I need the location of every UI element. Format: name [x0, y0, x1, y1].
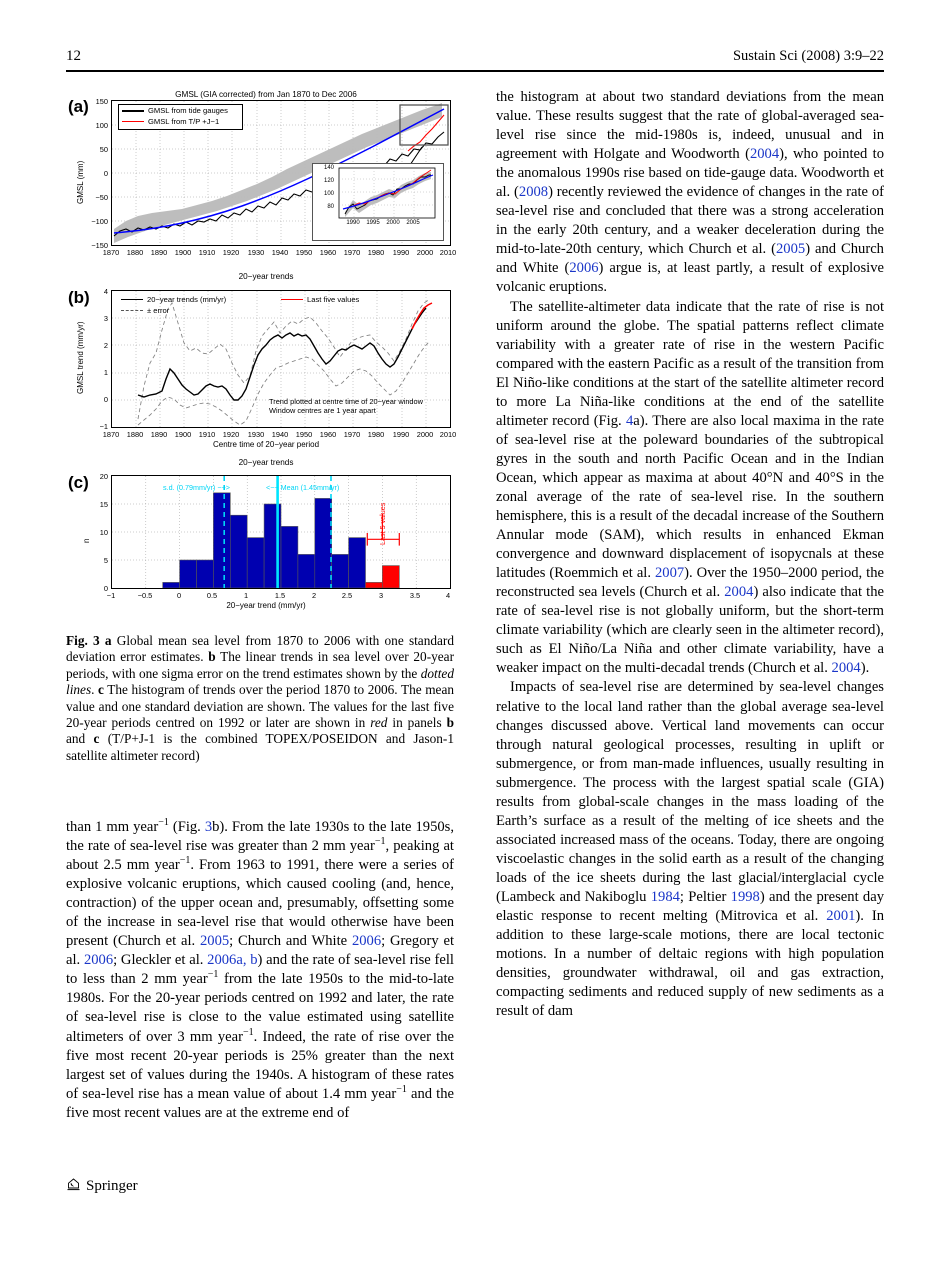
panel-a — [66, 88, 458, 278]
panel-b-ytick-0: 4 — [103, 287, 108, 296]
panel-a-xtick-1: 1880 — [126, 248, 144, 257]
figure-3 — [66, 88, 458, 623]
panel-a-ylabel: GMSL (mm) — [76, 160, 85, 204]
tide-gauge-line-swatch — [122, 110, 144, 112]
journal-reference: Sustain Sci (2008) 3:9–22 — [732, 48, 884, 64]
panel-b-xtick-7: 1940 — [271, 430, 289, 439]
panel-b-legend-row-2 — [278, 294, 428, 305]
panel-c-xtick-7: 2.5 — [341, 591, 353, 600]
panel-c-xlabel: 20−year trend (mm/yr) — [226, 601, 306, 610]
error-line-swatch — [121, 310, 143, 311]
panel-a-inset-ytick-0: 140 — [323, 165, 334, 171]
citation-fig4[interactable]: 4 — [625, 412, 634, 429]
panel-b-legend — [118, 294, 438, 319]
panel-b-xtick-14: 2010 — [439, 430, 457, 439]
citation-church-2004[interactable]: 2004 — [724, 584, 754, 601]
panel-a-xtick-12: 1990 — [392, 248, 410, 257]
panel-b-title: 20−year trends — [238, 272, 294, 281]
panel-b-xtick-12: 1990 — [392, 430, 410, 439]
panel-a-xtick-10: 1970 — [343, 248, 361, 257]
panel-c-plot — [111, 475, 451, 589]
panel-a-legend-label-0: GMSL from tide gauges — [148, 106, 228, 115]
panel-b-xtick-8: 1950 — [295, 430, 313, 439]
panel-a-xtick-14: 2010 — [439, 248, 457, 257]
panel-b-xtick-13: 2000 — [416, 430, 434, 439]
panel-c-label: (c) — [68, 473, 89, 492]
page-number: 12 — [66, 48, 81, 64]
panel-c-ytick-2: 10 — [99, 528, 108, 537]
panel-c-xtick-3: 0.5 — [206, 591, 218, 600]
panel-b-xtick-11: 1980 — [367, 430, 385, 439]
panel-b-xtick-6: 1930 — [247, 430, 265, 439]
panel-a-inset-ytick-2: 100 — [323, 191, 334, 197]
panel-a-title: GMSL (GIA corrected) from Jan 1870 to Dec 2006 — [175, 90, 357, 99]
panel-c-ytick-4: 0 — [103, 584, 108, 593]
citation-church-white-2006-b[interactable]: 2006 — [569, 260, 599, 277]
panel-b-ytick-2: 2 — [103, 341, 108, 350]
left-column — [66, 818, 454, 1123]
panel-a-inset-svg — [313, 164, 442, 239]
panel-a-inset-xtick-3: 2005 — [406, 220, 420, 226]
panel-a-xtick-0: 1870 — [102, 248, 120, 257]
footer — [66, 1177, 138, 1195]
panel-b-xtick-9: 1960 — [319, 430, 337, 439]
panel-b-xtick-0: 1870 — [102, 430, 120, 439]
panel-c — [66, 451, 458, 626]
citation-peltier-1998[interactable]: 1998 — [730, 888, 760, 905]
panel-c-xtick-6: 2 — [311, 591, 317, 600]
panel-c-ytick-3: 5 — [103, 556, 108, 565]
panel-a-xtick-7: 1940 — [271, 248, 289, 257]
panel-b-xtick-5: 1920 — [222, 430, 240, 439]
panel-b-legend-label-2: Last five values — [307, 295, 360, 304]
citation-church-2005-b[interactable]: 2005 — [776, 241, 806, 258]
panel-b-annotation-1: Window centres are 1 year apart — [269, 406, 376, 415]
altimeter-line-swatch — [122, 121, 144, 122]
panel-c-last5-annotation: Last 5 values — [378, 502, 387, 545]
publisher-name: Springer — [86, 1178, 138, 1194]
panel-a-xtick-13: 2000 — [416, 248, 434, 257]
header-rule — [66, 70, 884, 72]
panel-a-inset — [312, 163, 444, 241]
figure-caption: Fig. 3 a Global mean sea level from 1870 to 2006 with one standard deviation error estimates. b The linear trends in sea level over 20-year periods, with one sigma error on the trend estimates shown by the dotted lines. c The histogram of trends over the period 1870 to 2006. The mean value and one standard deviation are shown. The values for the last five 20-year periods centred on 1992 or later are shown in red in panels b and c (T/P+J-1 is the combined TOPEX/POSEIDON and Jason-1 satellite altimeter record) — [66, 633, 455, 763]
panel-a-legend-row-1 — [119, 116, 242, 127]
panel-c-xtick-2: 0 — [176, 591, 182, 600]
panel-a-ytick-1: 100 — [95, 121, 108, 130]
panel-b — [66, 266, 458, 471]
panel-a-legend-label-1: GMSL from T/P +J−1 — [148, 117, 220, 126]
panel-c-xtick-4: 1 — [243, 591, 249, 600]
left-paragraph-1: than 1 mm year$^{-1}$ (Fig. 3b). From the late 1930s to the late 1950s, the rate of sea-level rise was greater than 2 mm year$^{-1}$, peaking at about 2.5 mm year$^{-1}$. From 1963 to 1991, there were a series of explosive volcanic eruptions, which caused cooling (and, hence, contraction) of the upper ocean and, presumably, offsetting some of the increase in sea-level rise that would otherwise have been present (Church et al. 2005; Church and White 2006; Gregory et al. 2006; Gleckler et al. 2006a, b) and the rate of sea-level rise fell to less than 2 mm year$^{-1}$ from the late 1950s to the mid-to-late 1980s. For the 20-year periods centred on 1992 and later, the rate of sea-level rise is close to the value estimated using satellite altimeters of over 3 mm year$^{-1}$. Indeed, the rate of rise over the five most recent 20-year periods is 25% greater than the next largest set of values during the 1940s. A histogram of these rates of sea-level rise has a mean value of about 1.4 mm year$^{-1}$ and the five most recent values are at the extreme end of — [66, 817, 455, 1121]
right-column — [496, 88, 884, 1021]
panel-a-ytick-0: 150 — [95, 97, 108, 106]
panel-c-title: 20−year trends — [238, 458, 294, 467]
panel-a-ytick-4: −50 — [95, 193, 108, 202]
citation-roemmich-2007[interactable]: 2007 — [654, 565, 685, 582]
panel-a-xtick-3: 1900 — [174, 248, 192, 257]
trend-line-swatch — [121, 299, 143, 300]
panel-a-xtick-9: 1960 — [319, 248, 337, 257]
panel-a-xtick-2: 1890 — [150, 248, 168, 257]
panel-b-legend-label-1: ± error — [147, 306, 170, 315]
panel-a-ytick-5: −100 — [91, 217, 108, 226]
panel-b-legend-row-0 — [118, 294, 278, 305]
panel-c-xtick-10: 4 — [445, 591, 451, 600]
citation-church-2005[interactable]: 2005 — [199, 933, 230, 950]
last-five-line-swatch — [281, 299, 303, 300]
panel-a-inset-xtick-0: 1990 — [346, 220, 360, 226]
panel-b-xtick-3: 1900 — [174, 430, 192, 439]
panel-b-xtick-4: 1910 — [198, 430, 216, 439]
panel-c-ytick-1: 15 — [99, 500, 108, 509]
panel-b-ytick-3: 1 — [103, 368, 108, 377]
panel-b-xtick-1: 1880 — [126, 430, 144, 439]
panel-a-xtick-6: 1930 — [247, 248, 265, 257]
panel-a-inset-ytick-3: 80 — [327, 204, 334, 210]
panel-c-svg — [112, 476, 450, 588]
panel-a-inset-xtick-2: 2000 — [386, 220, 400, 226]
citation-gleckler-2006[interactable]: 2006a, b — [207, 952, 258, 969]
panel-c-xtick-0: −1 — [106, 591, 116, 600]
panel-a-xtick-5: 1920 — [222, 248, 240, 257]
panel-a-xtick-11: 1980 — [367, 248, 385, 257]
panel-c-xtick-5: 1.5 — [274, 591, 286, 600]
panel-c-ylabel: n — [82, 538, 91, 543]
panel-b-xtick-2: 1890 — [150, 430, 168, 439]
panel-c-sd-annotation: s.d. (0.79mm/yr) −−> — [163, 483, 230, 492]
panel-b-xlabel: Centre time of 20−year period — [212, 440, 320, 449]
panel-b-xtick-10: 1970 — [343, 430, 361, 439]
running-head — [66, 48, 884, 65]
panel-a-xtick-8: 1950 — [295, 248, 313, 257]
panel-b-label: (b) — [68, 288, 90, 307]
panel-c-xtick-9: 3.5 — [409, 591, 421, 600]
panel-a-inset-xtick-1: 1995 — [366, 220, 380, 226]
panel-c-xtick-8: 3 — [378, 591, 384, 600]
panel-c-ytick-0: 20 — [99, 472, 108, 481]
figure-caption-prefix: Fig. 3 — [66, 633, 100, 648]
citation-fig3[interactable]: 3 — [204, 819, 213, 835]
citation-gregory-2006[interactable]: 2006 — [83, 952, 114, 969]
panel-a-xtick-4: 1910 — [198, 248, 216, 257]
right-paragraph-1: the histogram at about two standard deviations from the mean value. These results suggest that the rate of global-averaged sea-level rise since the mid-1980s is, indeed, unusual and in agreement with Holgate and Woodworth (2004), who pointed to the anomalous 1990s rise based on tide-gauge data. Woodworth et al. (2008) recently reviewed the evidence of changes in the rate of sea-level rise and concluded that there was a strong acceleration in the early 20th century, and a weaker deceleration during the mid-to-late-20th century, which Church et al. (2005) and Church and White (2006) argue is, at least partly, a result of explosive volcanic eruptions. — [496, 89, 884, 296]
panel-a-label: (a) — [68, 97, 89, 116]
citation-woodworth-2008[interactable]: 2008 — [518, 184, 549, 201]
right-paragraph-3: Impacts of sea-level rise are determined by sea-level changes relative to the local land rather than the global average sea-level changes discussed above. Vertical land movements can occur through natural geological processes, resulting in uplift or submergence, or from man-made influences, usually resulting in submergence. The process with the largest spatial scale (GIA) results from global-scale changes in the mass loading of the Earth’s surface as a result of the melting of ice sheets and the associated increased mass of the oceans. Today, there are ongoing viscoelastic changes in the solid earth as a result of the changing loads of the ice sheets during the last glacial/interglacial cycle (Lambeck and Nakiboglu 1984; Peltier 1998) and the present day elastic response to recent melting (Mitrovica et al. 2001). In addition to these large-scale motions, there are local tectonic motions. In a number of deltaic regions with high population densities, groundwater withdrawal, oil and gas extraction, compacting sediments and reduced supply of new sediments as a result of dam — [496, 679, 884, 1020]
panel-b-ylabel: GMSL trend (mm/yr) — [76, 321, 85, 394]
citation-church-2004-b[interactable]: 2004 — [831, 660, 861, 677]
panel-b-legend-label-0: 20−year trends (mm/yr) — [147, 295, 227, 304]
panel-a-ytick-2: 50 — [99, 145, 108, 154]
panel-b-ytick-4: 0 — [103, 395, 108, 404]
panel-a-ytick-3: 0 — [103, 169, 108, 178]
citation-church-white-2006[interactable]: 2006 — [351, 933, 382, 950]
panel-a-inset-ytick-1: 120 — [323, 178, 334, 184]
citation-mitrovica-2001[interactable]: 2001 — [826, 908, 856, 925]
panel-b-legend-row-1 — [118, 305, 278, 316]
citation-lambeck-1984[interactable]: 1984 — [650, 888, 680, 905]
panel-a-legend-row-0 — [119, 105, 242, 116]
panel-c-xtick-1: −0.5 — [137, 591, 153, 600]
panel-b-annotation-0: Trend plotted at centre time of 20−year window — [269, 397, 423, 406]
panel-c-mean-annotation: <−− Mean (1.45mm/yr) — [266, 483, 340, 492]
citation-holgate-2004[interactable]: 2004 — [749, 146, 780, 163]
panel-a-legend — [118, 104, 243, 130]
springer-logo-icon — [66, 1177, 81, 1192]
panel-b-ytick-5: −1 — [99, 422, 108, 431]
right-paragraph-2: The satellite-altimeter data indicate that the rate of rise is not uniform around the globe. The spatial patterns reflect climate variability with a greater rate of rise in the western Pacific compared with the eastern Pacific as a result of the transition from El Niño-like conditions at the start of the satellite altimeter record to more La Niña-like conditions at the end of the satellite altimeter record (Fig. 4a). There are also local maxima in the rate of sea-level rise at the poleward boundaries of the subtropical gyres in the south and north Pacific Ocean and in the Indian Ocean, which appear as maxima at about 40°N and 40°S in the zonal average of the rate of sea-level rise. In the southern hemisphere, this is a result of the decadal increase of the Southern Annular mode (SAM), which results in enhanced Ekman convergence and downward displacement of isopycnals at these latitudes (Roemmich et al. 2007). Over the 1950–2000 period, the reconstructed sea levels (Church et al. 2004) also indicate that the rate of sea-level rise is not globally uniform, but the short-term climate variability (which are clearly seen in the altimeter record), such as El Niño/La Niña and other climate variability, have a weaker impact on the multi-decadal trends (Church et al. 2004). — [496, 298, 885, 677]
panel-b-ytick-1: 3 — [103, 314, 108, 323]
panel-a-ytick-6: −150 — [91, 241, 108, 250]
